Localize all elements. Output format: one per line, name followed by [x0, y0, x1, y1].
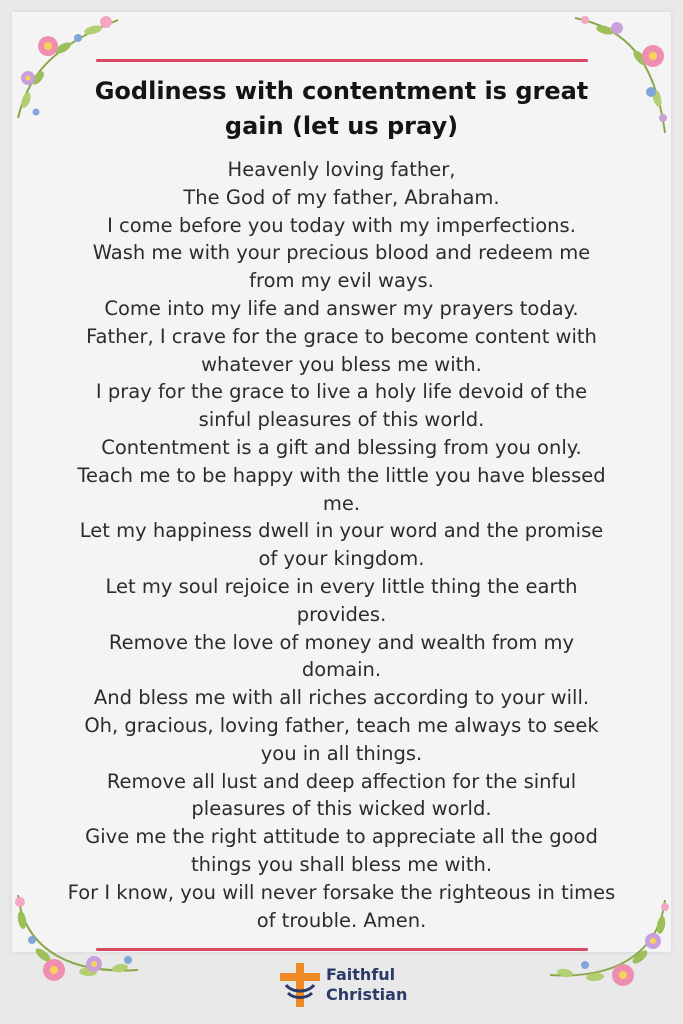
prayer-line: things you shall bless me with. — [190, 852, 493, 876]
prayer-line: you in all things. — [260, 741, 423, 765]
prayer-line: I pray for the grace to live a holy life devoid of the — [95, 380, 588, 404]
prayer-text — [20, 156, 663, 934]
prayer-line: whatever you bless me with. — [201, 352, 482, 376]
prayer-line: Give me the right attitude to appreciate all the good — [85, 825, 598, 849]
prayer-line: Teach me to be happy with the little you have blessed — [77, 463, 606, 487]
cross-logo-icon — [280, 963, 320, 1007]
prayer-line: Contentment is a gift and blessing from you only. — [101, 435, 582, 459]
prayer-line: The God of my father, Abraham. — [183, 185, 500, 209]
prayer-line: sinful pleasures of this world. — [198, 408, 485, 432]
prayer-line: from my evil ways. — [249, 269, 434, 293]
brand-name — [326, 965, 407, 1005]
prayer-line: Let my soul rejoice in every little thing the earth — [105, 574, 578, 598]
brand-line: Faithful — [326, 965, 396, 984]
prayer-line: Remove the love of money and wealth from my — [108, 630, 575, 654]
bottom-divider — [96, 948, 588, 951]
brand-line: Christian — [326, 985, 408, 1004]
top-divider — [96, 59, 588, 62]
title-line: gain (let us pray) — [224, 112, 459, 140]
prayer-line: And bless me with all riches according to your will. — [93, 686, 590, 710]
prayer-line: of your kingdom. — [258, 547, 425, 571]
prayer-line: provides. — [296, 602, 387, 626]
prayer-line: Wash me with your precious blood and redeem me — [92, 241, 591, 265]
prayer-line: Remove all lust and deep affection for the sinful — [106, 769, 577, 793]
prayer-line: I come before you today with my imperfections. — [107, 213, 576, 237]
prayer-line: me. — [322, 491, 361, 515]
prayer-line: domain. — [301, 658, 382, 682]
prayer-line: pleasures of this wicked world. — [191, 797, 492, 821]
prayer-line: Heavenly loving father, — [227, 158, 456, 181]
prayer-line: Let my happiness dwell in your word and the promise — [79, 519, 604, 543]
prayer-line: Father, I crave for the grace to become content with — [86, 324, 597, 348]
title-line: Godliness with contentment is great — [94, 77, 589, 105]
prayer-line: For I know, you will never forsake the righteous in times — [67, 880, 616, 904]
prayer-line: of trouble. Amen. — [256, 908, 427, 932]
prayer-line: Come into my life and answer my prayers today. — [104, 296, 579, 320]
brand-logo[interactable] — [280, 963, 430, 1011]
page-title — [60, 74, 623, 144]
prayer-line: Oh, gracious, loving father, teach me always to seek — [84, 713, 599, 737]
